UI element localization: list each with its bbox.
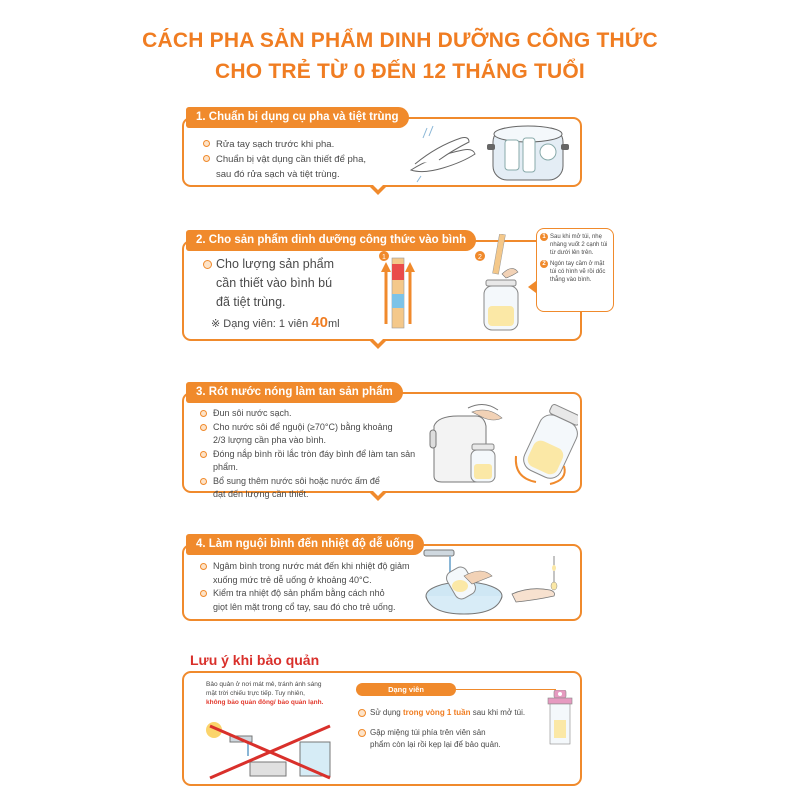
list-item: Rửa tay sạch trước khi pha. (203, 137, 403, 152)
bullet-icon (200, 410, 207, 417)
list-item: Ngâm bình trong nước mát đến khi nhiệt độ giảm (200, 560, 430, 574)
step-1-label: 1. Chuẩn bị dụng cụ pha và tiệt trùng (186, 107, 409, 128)
hot-water-illustration (428, 396, 578, 488)
bottle-icon (471, 444, 495, 482)
bullet-icon (203, 155, 210, 162)
step-3-bullets (200, 407, 440, 502)
sachet-tips-callout (536, 228, 614, 312)
wrist-test-icon (512, 556, 557, 602)
bullet-icon (200, 563, 207, 570)
bullet-icon (200, 451, 207, 458)
list-item: 2 Ngón tay cầm ở mặt túi có hình vẽ rồi dốc thẳng vào bình. (540, 260, 610, 284)
storage-note: Bảo quản ở nơi mát mẻ, tránh ánh sáng mặt trời chiếu trực tiếp. Tuy nhiên, không bảo quản đông/ bảo quản lạnh. (206, 681, 324, 706)
clipped-sachet-illustration (542, 690, 578, 750)
page-title-line-2: CHO TRẺ TỪ 0 ĐẾN 12 THÁNG TUỔI (215, 60, 585, 83)
no-freeze-illustration (200, 716, 340, 782)
svg-text:2: 2 (478, 254, 482, 261)
sterilizing-pot-icon (487, 126, 569, 180)
tablet-dose-text: ※ Dạng viên: 1 viên 40ml (211, 314, 340, 331)
tablet-section-label: Dạng viên (356, 683, 456, 696)
svg-text:1: 1 (382, 254, 386, 261)
pour-sachet-illustration (372, 234, 532, 334)
list-item: Đun sôi nước sạch. (200, 407, 440, 421)
bullet-icon (200, 590, 207, 597)
bullet-icon (203, 140, 210, 147)
bottle-with-sachet-icon (484, 234, 518, 330)
list-item: đã tiệt trùng. (216, 295, 286, 309)
bullet-icon (358, 709, 366, 717)
stove-icon (250, 762, 286, 776)
list-item: Cho lượng sản phẩm (203, 255, 373, 274)
list-item: Đóng nắp bình rồi lắc tròn đáy bình để làm tan sản phẩm. (200, 448, 440, 475)
list-item: Bổ sung thêm nước sôi hoặc nước ấm để (200, 475, 440, 489)
bullet-icon (200, 478, 207, 485)
tablet-bullet-1: Sử dụng trong vòng 1 tuần sau khi mở túi. (358, 707, 538, 719)
bullet-icon (200, 424, 207, 431)
bullet-icon (358, 729, 366, 737)
step-2-bullets (203, 255, 373, 312)
dose-amount: 40 (311, 314, 329, 331)
washing-hands-icon (411, 126, 475, 182)
list-item: cần thiết vào bình bú (216, 276, 333, 290)
list-item: xuống mức trẻ dễ uống ở khoảng 40°C. (213, 574, 372, 585)
step-4-bullets (200, 560, 430, 614)
list-item: Kiểm tra nhiệt độ sản phẩm bằng cách nhỏ (200, 587, 430, 601)
step-1-bullets (203, 137, 403, 182)
step-4-label: 4. Làm nguội bình đến nhiệt độ dễ uống (186, 534, 424, 555)
shaking-bottle-icon (520, 402, 578, 482)
list-item: sau đó rửa sạch và tiệt trùng. (216, 169, 340, 180)
tablet-bullet-2: Gập miệng túi phía trên viên sản phẩm còn lại rồi kẹp lại để bảo quản. (358, 727, 538, 751)
list-item: Cho nước sôi để nguội (≥70°C) bằng khoảng (200, 421, 440, 435)
list-item: Chuẩn bị vật dụng cần thiết để pha, (203, 152, 403, 167)
no-freeze-warning: không bảo quản đông/ bảo quản lạnh. (206, 699, 324, 706)
page-title-line-1: CÁCH PHA SẢN PHẨM DINH DƯỠNG CÔNG THỨC (142, 29, 658, 52)
step-3-label: 3. Rót nước nóng làm tan sản phẩm (186, 382, 403, 403)
step-2-label: 2. Cho sản phẩm dinh dưỡng công thức vào bình (186, 230, 476, 251)
list-item: giọt lên mặt trong cổ tay, sau đó cho trẻ uống. (213, 601, 396, 612)
list-item: 2/3 lượng cần pha vào bình. (213, 435, 327, 445)
sachet-strip-icon (381, 258, 415, 328)
bullet-icon (203, 260, 212, 269)
list-item: đạt đến lượng cần thiết. (213, 489, 309, 499)
step-arrow (368, 339, 388, 349)
step-arrow (368, 185, 388, 195)
cooling-bottle-illustration (420, 546, 578, 618)
list-item: 1 Sau khi mở túi, nhẹ nhàng vuốt 2 cạnh túi từ dưới lên trên. (540, 233, 610, 257)
hand-wash-and-sterilize-illustration (403, 120, 573, 184)
callout-tail (528, 281, 536, 293)
faucet-basin-icon (424, 550, 502, 614)
storage-heading: Lưu ý khi bảo quản (190, 652, 320, 668)
